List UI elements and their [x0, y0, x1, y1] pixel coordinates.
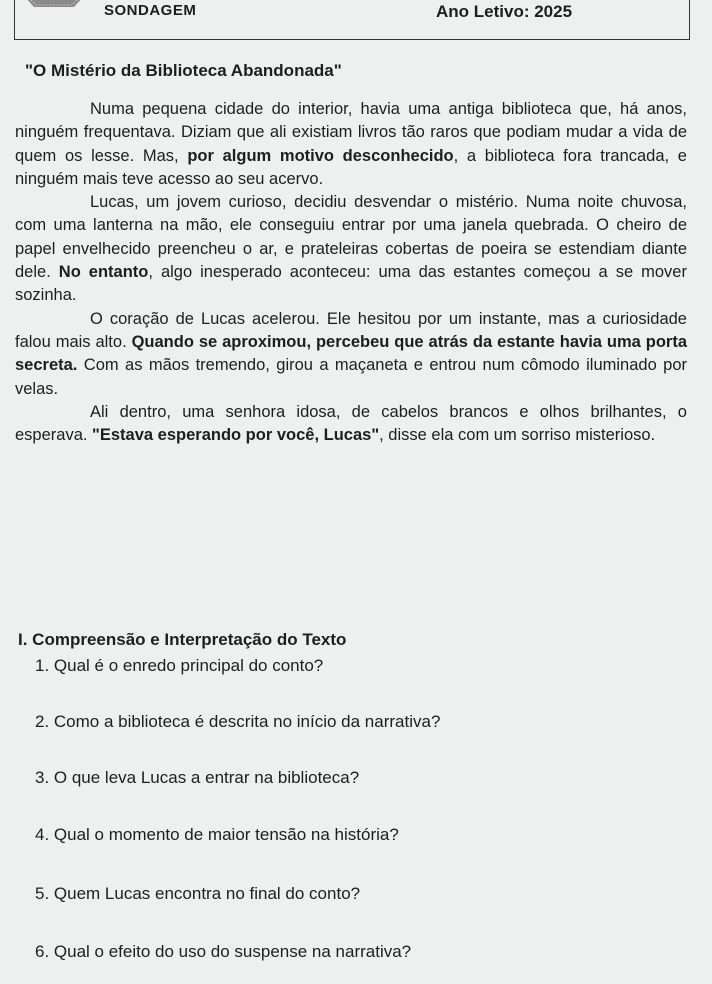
story-paragraph-4: Ali dentro, uma senhora idosa, de cabelos brancos e olhos brilhantes, o esperava. "Estava esperando por você, Lucas", disse ela com um sorriso misterioso.: [15, 402, 687, 445]
question-6: 6. Qual o efeito do uso do suspense na narrativa?: [35, 942, 412, 961]
logo-mark: [22, 0, 86, 8]
story-paragraph-1: Numa pequena cidade do interior, havia uma antiga biblioteca que, há anos, ninguém frequentava. Diziam que ali existiam livros tão raros que podiam mudar a vida de quem os lesse. Mas, por algum motivo desconhecido, a biblioteca fora trancada, e ninguém mais teve acesso ao seu acervo.: [15, 100, 687, 188]
header-ano-letivo: Ano Letivo: 2025: [436, 2, 573, 21]
question-5: 5. Quem Lucas encontra no final do conto?: [35, 884, 361, 903]
header-sondagem: SONDAGEM: [104, 2, 197, 19]
question-1: 1. Qual é o enredo principal do conto?: [35, 656, 324, 675]
story-paragraph-3: O coração de Lucas acelerou. Ele hesitou por um instante, mas a curiosidade falou mais alto. Quando se aproximou, percebeu que atrás da estante havia uma porta secreta. Com as mãos tremendo, girou a maçaneta e entrou num cômodo iluminado por velas.: [15, 309, 687, 398]
section-title: I. Compreensão e Interpretação do Texto: [18, 630, 347, 649]
story-paragraph-2: Lucas, um jovem curioso, decidiu desvendar o mistério. Numa noite chuvosa, com uma lanterna na mão, ele conseguiu entrar por uma janela quebrada. O cheiro de papel envelhecido preencheu o ar, e prateleiras cobertas de poeira se estendiam diante dele. No entanto, algo inesperado aconteceu: uma das estantes começou a se mover sozinha.: [15, 193, 687, 305]
question-4: 4. Qual o momento de maior tensão na história?: [35, 825, 399, 844]
question-3: 3. O que leva Lucas a entrar na biblioteca?: [35, 768, 360, 787]
story-title: "O Mistério da Biblioteca Abandonada": [25, 61, 342, 80]
story-text: [15, 98, 687, 447]
question-2: 2. Como a biblioteca é descrita no início da narrativa?: [35, 712, 441, 731]
